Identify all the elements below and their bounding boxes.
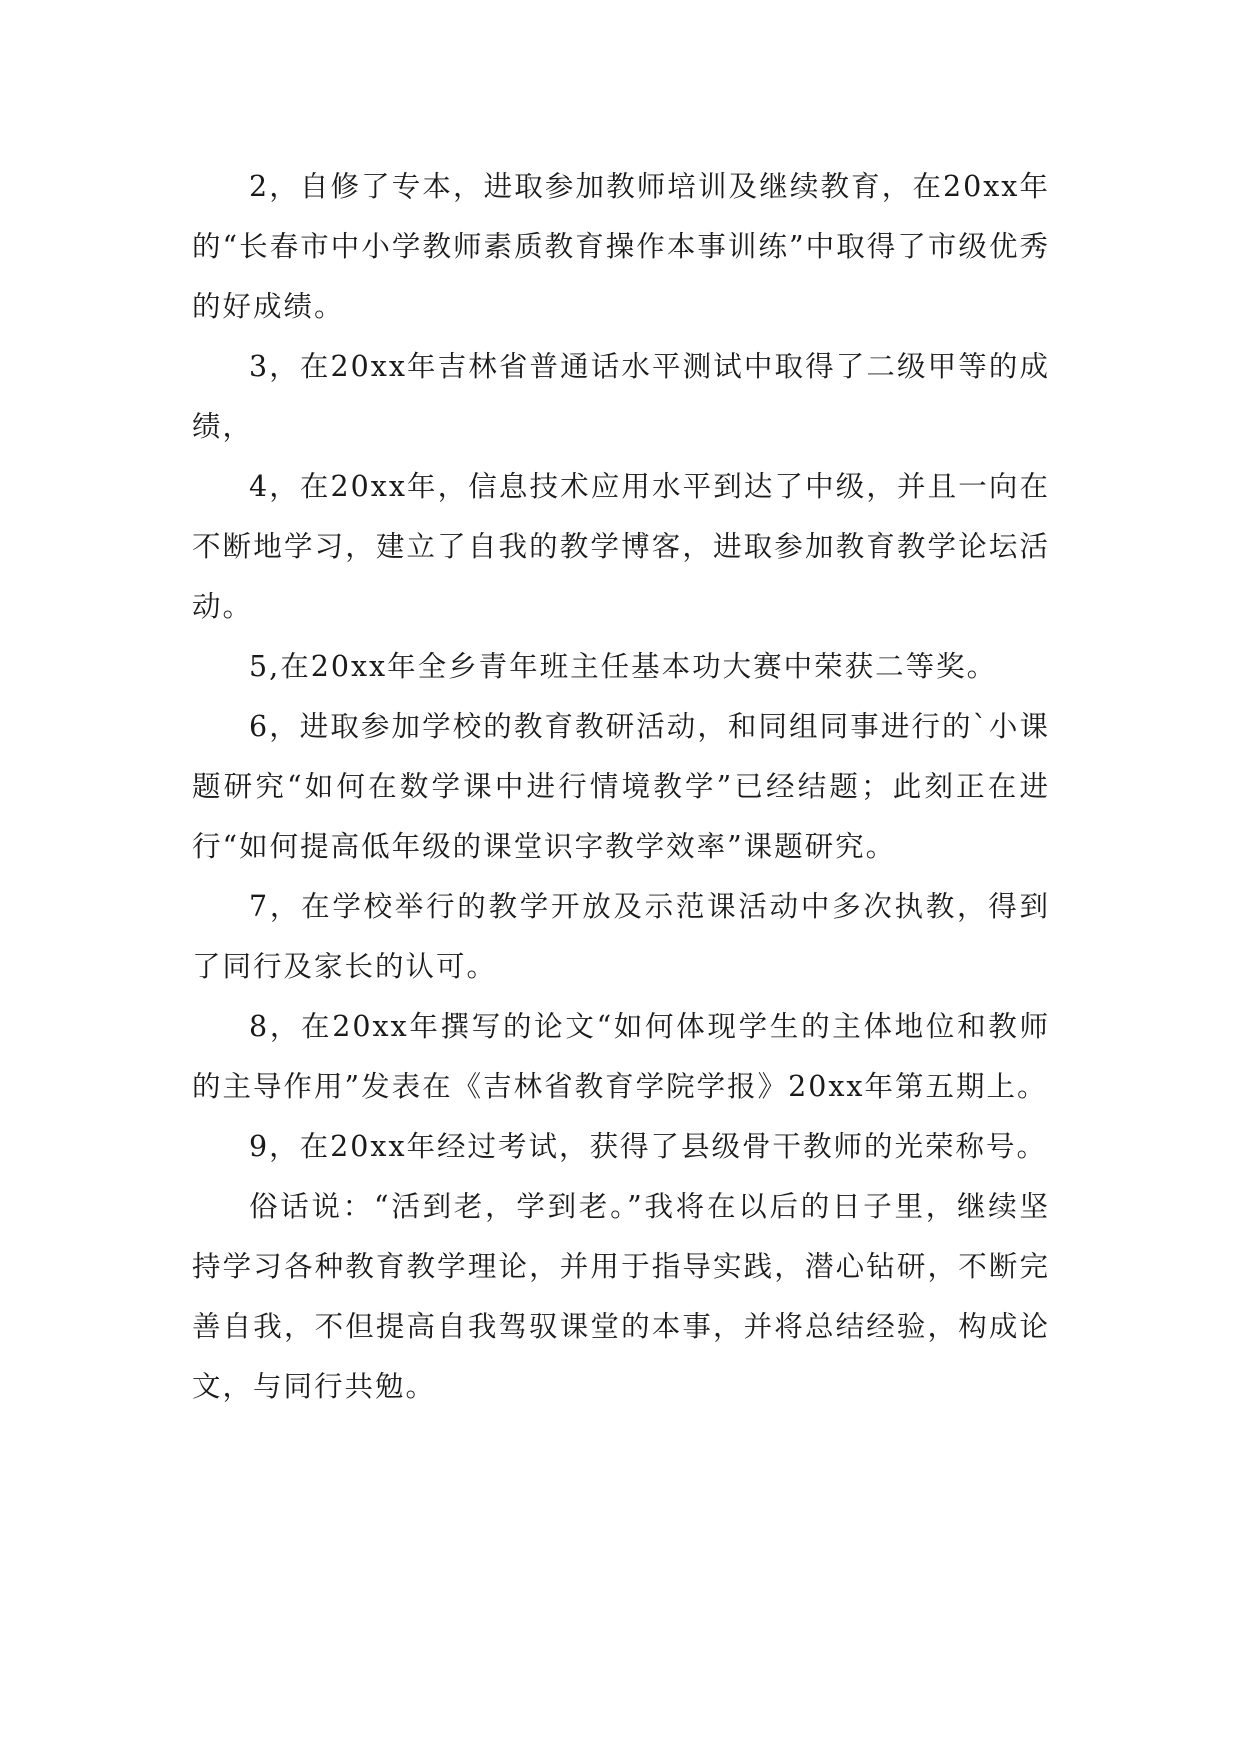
paragraph-item-5: 5,在20xx年全乡青年班主任基本功大赛中荣获二等奖。	[249, 650, 998, 683]
paragraph-item-2: 2，自修了专本，进取参加教师培训及继续教育，在20xx年的“长春市中小学教师素质教育操作本事训练”中取得了市级优秀的好成绩。	[192, 170, 1050, 323]
document-page	[192, 157, 1050, 1417]
paragraph-item-6: 6，进取参加学校的教育教研活动，和同组同事进行的`小课题研究“如何在数学课中进行情境教学”已经结题；此刻正在进行“如何提高低年级的课堂识字教学效率”课题研究。	[192, 710, 1050, 863]
paragraph-item-7: 7，在学校举行的教学开放及示范课活动中多次执教，得到了同行及家长的认可。	[192, 890, 1050, 983]
paragraph-item-8: 8，在20xx年撰写的论文“如何体现学生的主体地位和教师的主导作用”发表在《吉林省教育学院学报》20xx年第五期上。	[192, 1010, 1050, 1103]
paragraph-item-3: 3，在20xx年吉林省普通话水平测试中取得了二级甲等的成绩，	[192, 350, 1050, 443]
paragraph-item-9: 9，在20xx年经过考试，获得了县级骨干教师的光荣称号。	[249, 1130, 1048, 1163]
paragraph-closing: 俗话说：“活到老，学到老。”我将在以后的日子里，继续坚持学习各种教育教学理论，并用于指导实践，潜心钻研，不断完善自我，不但提高自我驾驭课堂的本事，并将总结经验，构成论文，与同行共勉。	[192, 1190, 1050, 1403]
paragraph-item-4: 4，在20xx年，信息技术应用水平到达了中级，并且一向在不断地学习，建立了自我的教学博客，进取参加教育教学论坛活动。	[192, 470, 1050, 623]
